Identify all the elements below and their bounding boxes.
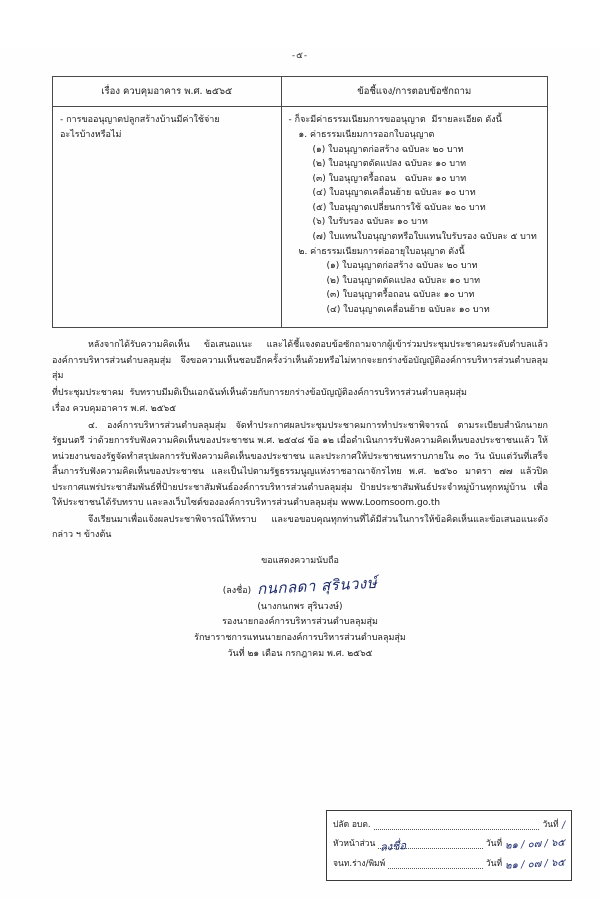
stamp-row [333, 816, 565, 836]
paragraph: เรื่อง ควบคุมอาคาร พ.ศ. ๒๕๖๕ [52, 404, 177, 415]
answer-line: (๗) ใบแทนใบอนุญาตหรือใบแทนใบรับรอง ฉบับละ ๕ บาท [312, 232, 537, 242]
stamp-date-label: วันที่ [485, 858, 503, 869]
answer-line: (๖) ใบรับรอง ฉบับละ ๑๐ บาท [312, 217, 428, 228]
page-number: -๕- [291, 51, 309, 61]
answer-line: (๔) ใบอนุญาตเคลื่อนย้าย ฉบับละ ๑๐ บาท [312, 188, 476, 199]
stamp-date-value: ๒๑ / ๐๗ / ๖๕ [504, 856, 566, 872]
signed-label: (ลงชื่อ) [222, 585, 252, 596]
stamp-date-value: ๒๑ / ๐๗ / ๖๕ [504, 837, 566, 852]
signature-block [52, 554, 548, 663]
question-line: อะไรบ้างหรือไม่ [60, 129, 122, 140]
stamp-row [333, 835, 565, 855]
table-header-row [53, 77, 548, 107]
body-text [52, 338, 551, 543]
document-page [0, 48, 600, 899]
answer-cell [281, 107, 547, 328]
table-header-answer: ข้อชี้แจง/การตอบข้อซักถาม [281, 77, 547, 107]
answer-line: ๒. ค่าธรรมเนียมการต่ออายุใบอนุญาต ดังนี้ [298, 246, 465, 257]
signature-date: วันที่ ๒๑ เดือน กรกฎาคม พ.ศ. ๒๕๖๕ [227, 648, 373, 659]
closing-line: ขอแสดงความนับถือ [261, 555, 339, 566]
table-header-topic: เรื่อง ควบคุมอาคาร พ.ศ. ๒๕๖๕ [53, 77, 282, 107]
question-cell [53, 107, 282, 328]
signer-position-2: รักษาราชการแทนนายกองค์การบริหารส่วนตำบลลุมสุ่ม [194, 633, 406, 644]
answer-line: (๑) ใบอนุญาตก่อสร้าง ฉบับละ ๒๐ บาท [312, 144, 464, 155]
signature-row [52, 573, 548, 599]
stamp-scrawl: ลงชื่อ [379, 839, 407, 855]
fee-table [52, 76, 548, 328]
stamp-label: ปลัด อบต. [333, 819, 371, 830]
answer-line: ๑. ค่าธรรมเนียมการออกใบอนุญาต [298, 129, 435, 140]
handwritten-signature: กนกลดา สุรินวงษ์ [256, 574, 378, 599]
routing-stamp-box [326, 810, 572, 882]
paragraph: จึงเรียนมาเพื่อแจ้งผลประชาพิจารณ์ให้ทราบ และขอขอบคุณทุกท่านที่ได้มีส่วนในการให้ข้อคิดเห็นและข้อเสนอแนะดังกล่าว ฯ ข้างต้น [52, 514, 548, 541]
answer-line: (๔) ใบอนุญาตเคลื่อนย้าย ฉบับละ ๑๐ บาท [326, 304, 490, 315]
answer-line: (๕) ใบอนุญาตเปลี่ยนการใช้ ฉบับละ ๒๐ บาท [312, 202, 486, 213]
stamp-date-label: วันที่ [542, 819, 559, 830]
signer-name: (นางกนกพร สุรินวงษ์) [257, 601, 343, 612]
answer-line: (๓) ใบอนุญาตรื้อถอน ฉบับละ ๑๐ บาท [326, 290, 475, 301]
question-line: - การขออนุญาตปลูกสร้างบ้านมีค่าใช้จ่าย [60, 115, 220, 126]
paragraph: ๔. องค์การบริหารส่วนตำบลลุมสุ่ม จัดทำประกาศผลประชุมประชาคมการทำประชาพิจารณ์ ตามระเบียบสำนักนายกรัฐมนตรี ว่าด้วยการรับฟังความคิดเห็นของประชาชน พ.ศ. ๒๕๔๘ ข้อ ๑๒ เมื่อดำเนินการรับฟังความคิดเห็นของประชาชนแล้ว ให้หน่วยงานของรัฐจัดทำสรุปผลการรับฟังความคิดเห็นของประชาชน และประกาศให้ประชาชนทราบภายใน ๓๐ วัน นับแต่วันที่เสร็จสิ้นการรับฟังความคิดเห็นของประชาชน และเป็นไปตามรัฐธรรมนูญแห่งราชอาณาจักรไทย พ.ศ. ๒๕๖๐ มาตรา ๗๗ แล้วปิดประกาศแพร่ประชาสัมพันธ์ที่ป้ายประชาสัมพันธ์องค์การบริหารส่วนตำบลลุมสุ่ม ป้ายประชาสัมพันธ์ประจำหมู่บ้านทุกหมู่บ้าน เพื่อให้ประชาชนได้รับทราบ และลงเว็บไซต์ขององค์การบริหารส่วนตำบลลุมสุ่ม www.Loomsoom.go.th [52, 420, 548, 509]
paragraph: หลังจากได้รับความคิดเห็น ข้อเสนอแนะ และได้ชี้แจงตอบข้อซักถามจากผู้เข้าร่วมประชุมประชาคมระดับตำบลแล้ว องค์การบริหารส่วนตำบลลุมสุ่ม จึงขอความเห็นชอบอีกครั้งว่าเห็นด้วยหรือไม่หากจะยกร่างข้อบัญญัติองค์การบริหารส่วนตำบลลุมสุ่ม [52, 340, 551, 382]
answer-line: - ก็จะมีค่าธรรมเนียมการขออนุญาต มีรายละเอียด ดังนี้ [288, 115, 502, 126]
table-row [53, 107, 548, 328]
signer-position-1: รองนายกองค์การบริหารส่วนตำบลลุมสุ่ม [222, 617, 378, 628]
stamp-label: จนท.ร่าง/พิมพ์ [333, 858, 386, 869]
paragraph: ที่ประชุมประชาคม รับทราบมีมติเป็นเอกฉันท์เห็นด้วยกับการยกร่างข้อบัญญัติองค์การบริหารส่วนตำบลลุมสุ่ม [52, 387, 467, 398]
stamp-fill [378, 839, 483, 855]
stamp-date-label: วันที่ [485, 839, 503, 850]
stamp-date-value: / [561, 819, 566, 831]
stamp-fill [388, 859, 483, 870]
stamp-label: หัวหน้าส่วน [333, 839, 376, 850]
stamp-fill [374, 820, 540, 831]
stamp-row [333, 855, 565, 875]
answer-line: (๓) ใบอนุญาตรื้อถอน ฉบับละ ๑๐ บาท [312, 173, 467, 184]
answer-line: (๒) ใบอนุญาตดัดแปลง ฉบับละ ๑๐ บาท [326, 275, 481, 286]
answer-line: (๒) ใบอนุญาตดัดแปลง ฉบับละ ๑๐ บาท [312, 159, 467, 170]
answer-line: (๑) ใบอนุญาตก่อสร้าง ฉบับละ ๒๐ บาท [326, 261, 478, 272]
